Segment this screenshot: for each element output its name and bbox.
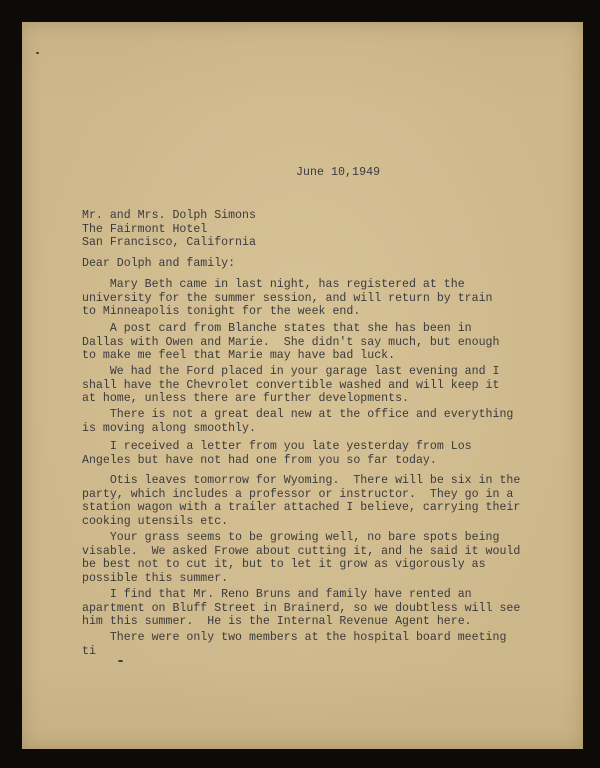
letter-date: June 10,1949 — [296, 166, 381, 179]
salutation: Dear Dolph and family: — [82, 257, 236, 270]
paper-speck — [118, 660, 123, 662]
address-line: Mr. and Mrs. Dolph Simons — [82, 209, 256, 222]
paragraph-mary-beth: Mary Beth came in last night, has registered at the university for the summer session, and will return by train to Minneapolis tonight for the week end. — [82, 278, 493, 318]
paragraph-office: There is not a great deal new at the office and everything is moving along smoothly. — [82, 408, 514, 435]
paragraph-hospital-board: There were only two members at the hospital board meeting ti — [82, 631, 507, 658]
paragraph-cars: We had the Ford placed in your garage last evening and I shall have the Chevrolet convertible washed and will keep it at home, unless there are further developments. — [82, 365, 500, 405]
paragraph-grass: Your grass seems to be growing well, no bare spots being visable. We asked Frowe about cutting it, and he said it would be best not to cut it, but to let it grow as vigorously as possible this summer. — [82, 531, 521, 585]
paragraph-reno-bruns: I find that Mr. Reno Bruns and family have rented an apartment on Bluff Street in Brainerd, so we doubtless will see him this summer. He is the Internal Revenue Agent here. — [82, 588, 521, 628]
paragraph-blanche: A post card from Blanche states that she has been in Dallas with Owen and Marie. She didn't say much, but enough to make me feel that Marie may have bad luck. — [82, 322, 500, 362]
address-line: San Francisco, California — [82, 236, 256, 249]
paragraph-letter-received: I received a letter from you late yesterday from Los Angeles but have not had one from you so far today. — [82, 440, 472, 467]
address-line: The Fairmont Hotel — [82, 222, 208, 236]
paragraph-otis: Otis leaves tomorrow for Wyoming. There will be six in the party, which includes a professor or instructor. They go in a station wagon with a trailer attached I believe, carrying their cooking utensils etc. — [82, 474, 521, 528]
recipient-address — [82, 209, 542, 250]
paper-speck — [36, 52, 39, 54]
